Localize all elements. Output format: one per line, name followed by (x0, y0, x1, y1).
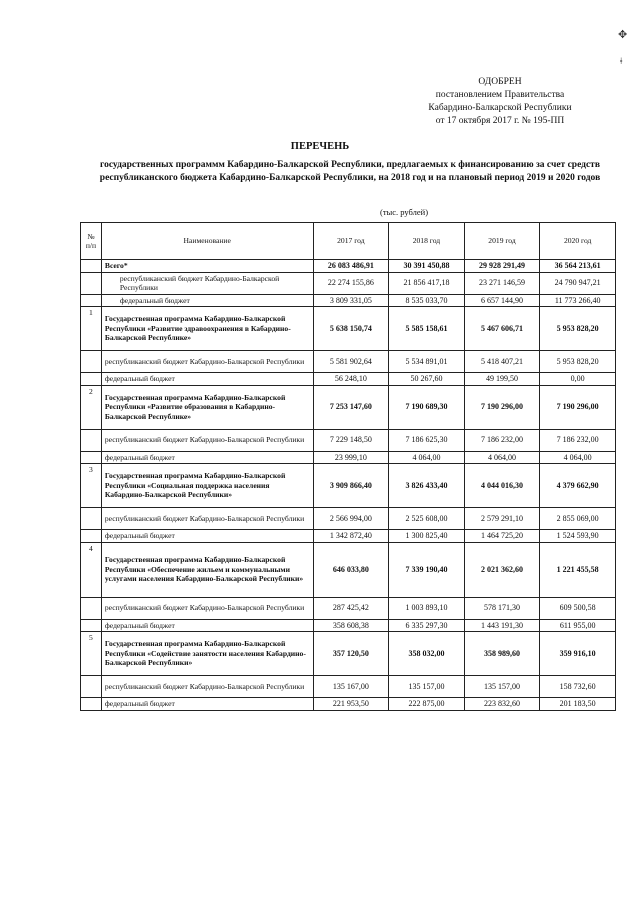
cell-name: федеральный бюджет (101, 619, 313, 632)
header-2019: 2019 год (464, 223, 540, 260)
cell-value: 359 916,10 (540, 632, 616, 676)
approval-line: от 17 октября 2017 г. № 195-ПП (435, 116, 565, 126)
cell-no: 2 (81, 385, 102, 429)
cell-value: 7 186 232,00 (540, 429, 616, 451)
cell-value: 7 253 147,60 (313, 385, 389, 429)
cell-no (81, 451, 102, 464)
programs-table (80, 222, 616, 711)
cell-name: Государственная программа Кабардино-Балкарской Республики «Развитие здравоохранения в Кабардино-Балкарской Республике» (101, 307, 313, 351)
cell-no (81, 676, 102, 698)
cell-value: 56 248,10 (313, 373, 389, 386)
cell-value: 1 003 893,10 (389, 597, 465, 619)
table-row (81, 260, 616, 273)
table-row (81, 542, 616, 597)
cell-no (81, 619, 102, 632)
cell-value: 2 021 362,60 (464, 542, 540, 597)
table-row (81, 351, 616, 373)
cell-no (81, 373, 102, 386)
cell-value: 2 579 291,10 (464, 508, 540, 530)
cell-no: 3 (81, 464, 102, 508)
approval-line: ОДОБРЕН (478, 77, 522, 87)
header-name: Наименование (101, 223, 313, 260)
cell-value: 7 190 296,00 (540, 385, 616, 429)
cell-name: федеральный бюджет (101, 451, 313, 464)
cell-value: 1 464 725,20 (464, 530, 540, 543)
cell-value: 609 500,58 (540, 597, 616, 619)
table-body (81, 260, 616, 711)
cell-no (81, 351, 102, 373)
cell-value: 222 875,00 (389, 698, 465, 711)
cell-no: 1 (81, 307, 102, 351)
cell-value: 4 064,00 (464, 451, 540, 464)
cell-value: 5 581 902,64 (313, 351, 389, 373)
cell-value: 611 955,00 (540, 619, 616, 632)
cell-value: 135 167,00 (313, 676, 389, 698)
cell-value: 358 989,60 (464, 632, 540, 676)
cell-value: 5 534 891,01 (389, 351, 465, 373)
cell-value: 5 467 606,71 (464, 307, 540, 351)
cell-no (81, 260, 102, 273)
cell-value: 1 300 825,40 (389, 530, 465, 543)
table-row (81, 429, 616, 451)
cell-value: 5 585 158,61 (389, 307, 465, 351)
cell-value: 158 732,60 (540, 676, 616, 698)
header-2017: 2017 год (313, 223, 389, 260)
cell-value: 2 525 608,00 (389, 508, 465, 530)
cell-value: 24 790 947,21 (540, 272, 616, 294)
cell-value: 3 809 331,05 (313, 294, 389, 307)
cell-value: 1 443 191,30 (464, 619, 540, 632)
cell-no (81, 508, 102, 530)
cell-value: 358 608,38 (313, 619, 389, 632)
cell-no: 4 (81, 542, 102, 597)
cell-value: 6 657 144,90 (464, 294, 540, 307)
cell-value: 201 183,50 (540, 698, 616, 711)
cell-name: Государственная программа Кабардино-Балкарской Республики «Социальная поддержка населения Кабардино-Балкарской Республики» (101, 464, 313, 508)
scan-mark-icon: ǂ (620, 56, 623, 66)
cell-name: Всего* (101, 260, 313, 273)
cell-value: 1 342 872,40 (313, 530, 389, 543)
table-row (81, 698, 616, 711)
scan-mark-icon: ✥ (618, 29, 628, 41)
cell-value: 2 855 069,00 (540, 508, 616, 530)
cell-value: 0,00 (540, 373, 616, 386)
cell-name: Государственная программа Кабардино-Балкарской Республики «Содействие занятости населения Кабардино-Балкарской Республики» (101, 632, 313, 676)
table-row (81, 464, 616, 508)
document-subtitle: государственных программм Кабардино-Балкарской Республики, предлагаемых к финансированию за счет средств республиканского бюджета Кабардино-Балкарской Республики, на 2018 год и на плановый период 2019 и 2020 годов (99, 160, 601, 183)
approval-stamp (400, 76, 600, 128)
cell-value: 29 928 291,49 (464, 260, 540, 273)
table-row (81, 632, 616, 676)
cell-value: 223 832,60 (464, 698, 540, 711)
table-row (81, 619, 616, 632)
cell-value: 23 271 146,59 (464, 272, 540, 294)
header-no: № п/п (81, 223, 102, 260)
table-row (81, 385, 616, 429)
cell-no (81, 429, 102, 451)
cell-value: 21 856 417,18 (389, 272, 465, 294)
cell-value: 7 186 625,30 (389, 429, 465, 451)
cell-name: федеральный бюджет (101, 294, 313, 307)
cell-no (81, 530, 102, 543)
cell-value: 5 953 828,20 (540, 351, 616, 373)
cell-name: федеральный бюджет (101, 698, 313, 711)
cell-value: 4 044 016,30 (464, 464, 540, 508)
approval-line: постановлением Правительства (435, 90, 565, 100)
cell-value: 6 335 297,30 (389, 619, 465, 632)
cell-name: республиканский бюджет Кабардино-Балкарской Республики (101, 429, 313, 451)
table-header-row (81, 223, 616, 260)
table-row (81, 294, 616, 307)
cell-value: 3 826 433,40 (389, 464, 465, 508)
cell-value: 358 032,00 (389, 632, 465, 676)
cell-value: 7 339 190,40 (389, 542, 465, 597)
cell-value: 578 171,30 (464, 597, 540, 619)
cell-value: 49 199,50 (464, 373, 540, 386)
cell-no (81, 272, 102, 294)
cell-value: 5 953 828,20 (540, 307, 616, 351)
document-title: ПЕРЕЧЕНЬ (290, 141, 350, 152)
cell-value: 7 190 689,30 (389, 385, 465, 429)
unit-note: (тыс. рублей) (380, 207, 429, 217)
header-2020: 2020 год (540, 223, 616, 260)
cell-value: 2 566 994,00 (313, 508, 389, 530)
cell-value: 221 953,50 (313, 698, 389, 711)
cell-value: 646 033,80 (313, 542, 389, 597)
cell-no: 5 (81, 632, 102, 676)
table-row (81, 307, 616, 351)
table-row (81, 508, 616, 530)
cell-value: 4 064,00 (389, 451, 465, 464)
cell-name: Государственная программа Кабардино-Балкарской Республики «Развитие образования в Кабардино-Балкарской Республике» (101, 385, 313, 429)
cell-value: 5 418 407,21 (464, 351, 540, 373)
cell-name: республиканский бюджет Кабардино-Балкарской Республики (101, 676, 313, 698)
cell-value: 36 564 213,61 (540, 260, 616, 273)
cell-name: Государственная программа Кабардино-Балкарской Республики «Обеспечение жильем и коммунальными услугами населения Кабардино-Балкарской Республики» (101, 542, 313, 597)
cell-value: 30 391 450,88 (389, 260, 465, 273)
cell-name: республиканский бюджет Кабардино-Балкарской Республики (101, 272, 313, 294)
cell-value: 4 064,00 (540, 451, 616, 464)
cell-value: 22 274 155,86 (313, 272, 389, 294)
cell-value: 5 638 150,74 (313, 307, 389, 351)
cell-name: республиканский бюджет Кабардино-Балкарской Республики (101, 508, 313, 530)
approval-line: Кабардино-Балкарской Республики (428, 103, 572, 113)
table-row (81, 451, 616, 464)
cell-value: 8 535 033,70 (389, 294, 465, 307)
cell-no (81, 597, 102, 619)
cell-value: 11 773 266,40 (540, 294, 616, 307)
cell-no (81, 294, 102, 307)
cell-value: 287 425,42 (313, 597, 389, 619)
cell-no (81, 698, 102, 711)
table-row (81, 530, 616, 543)
cell-name: республиканский бюджет Кабардино-Балкарской Республики (101, 351, 313, 373)
cell-value: 50 267,60 (389, 373, 465, 386)
cell-value: 135 157,00 (389, 676, 465, 698)
table-row (81, 676, 616, 698)
cell-value: 23 999,10 (313, 451, 389, 464)
cell-value: 7 190 296,00 (464, 385, 540, 429)
cell-name: федеральный бюджет (101, 530, 313, 543)
cell-value: 135 157,00 (464, 676, 540, 698)
table-row (81, 597, 616, 619)
cell-name: федеральный бюджет (101, 373, 313, 386)
cell-value: 7 186 232,00 (464, 429, 540, 451)
cell-value: 4 379 662,90 (540, 464, 616, 508)
cell-value: 7 229 148,50 (313, 429, 389, 451)
table-row (81, 272, 616, 294)
cell-value: 1 221 455,58 (540, 542, 616, 597)
cell-value: 3 909 866,40 (313, 464, 389, 508)
cell-value: 357 120,50 (313, 632, 389, 676)
cell-value: 1 524 593,90 (540, 530, 616, 543)
table-row (81, 373, 616, 386)
header-2018: 2018 год (389, 223, 465, 260)
cell-value: 26 083 486,91 (313, 260, 389, 273)
cell-name: республиканский бюджет Кабардино-Балкарской Республики (101, 597, 313, 619)
